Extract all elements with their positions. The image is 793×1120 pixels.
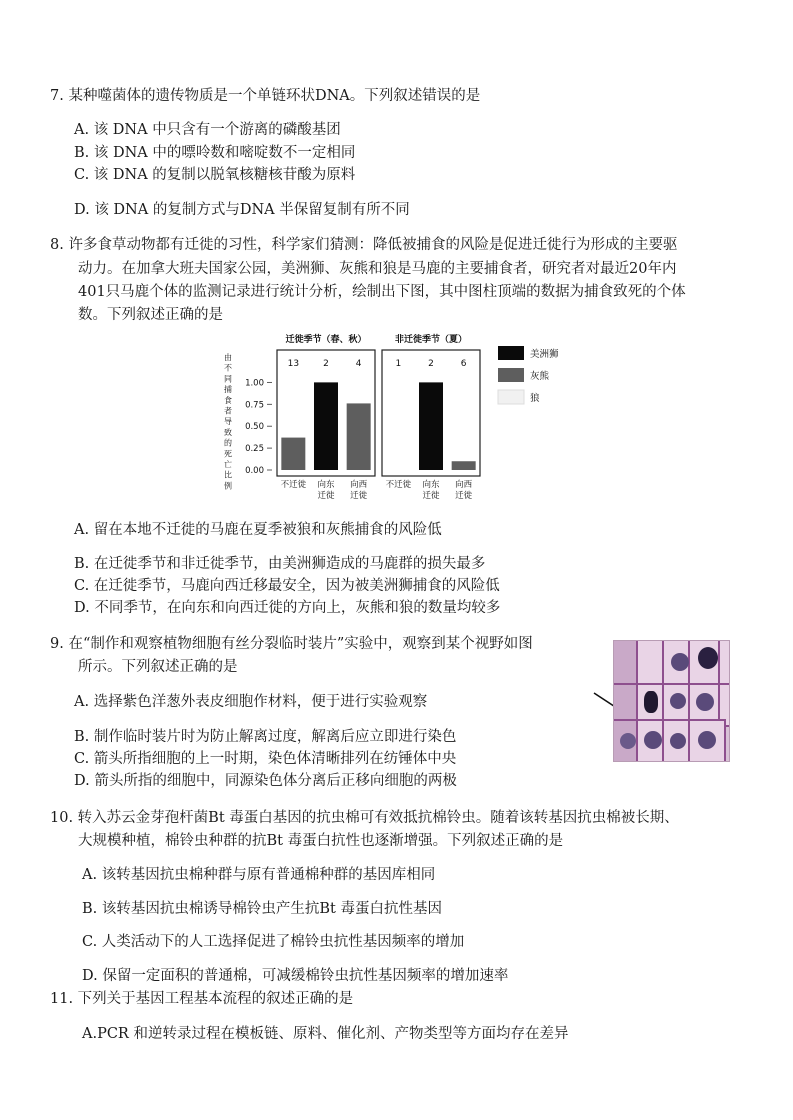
question-10-stem-line: 大规模种植，棉铃虫种群的抗Bt 毒蛋白抗性也逐渐增强。下列叙述正确的是 <box>78 833 564 849</box>
legend-swatch <box>498 368 524 382</box>
question-9-stem-line: 所示。下列叙述正确的是 <box>78 659 238 675</box>
x-tick-label: 迁徙 <box>317 491 335 501</box>
question-11-stem: 11. 下列关于基因工程基本流程的叙述正确的是 <box>50 991 354 1007</box>
y-axis-label-char: 者 <box>224 406 232 416</box>
y-tick-label: 0.50 <box>245 422 264 433</box>
x-tick-label: 向西 <box>350 480 368 490</box>
question-10-option-a: A. 该转基因抗虫棉种群与原有普通棉种群的基因库相同 <box>82 867 436 883</box>
y-tick-label: 0.25 <box>245 444 264 455</box>
count-label: 6 <box>460 359 467 369</box>
question-9-option-b: B. 制作临时装片时为防止解离过度，解离后应立即进行染色 <box>74 729 457 745</box>
question-7-option-c: C. 该 DNA 的复制以脱氧核糖核苷酸为原料 <box>74 167 356 183</box>
y-axis-label-char: 亡 <box>224 460 232 469</box>
question-7-stem: 7. 某种噬菌体的遗传物质是一个单链环状DNA。下列叙述错误的是 <box>50 88 481 104</box>
x-tick-label: 不迁徙 <box>280 480 307 490</box>
question-8-stem-line: 401只马鹿个体的监测记录进行统计分析，绘制出下图，其中图柱顶端的数据为捕食致死的个体 <box>78 284 686 300</box>
legend-label: 美洲狮 <box>530 349 559 360</box>
mitosis-micrograph <box>613 640 730 762</box>
question-8-option-d: D. 不同季节，在向东和向西迁徙的方向上，灰熊和狼的数量均较多 <box>74 600 501 616</box>
x-tick-label: 向东 <box>317 480 335 490</box>
bar <box>314 382 338 470</box>
y-axis-label-char: 例 <box>224 481 232 491</box>
question-7-option-d: D. 该 DNA 的复制方式与DNA 半保留复制有所不同 <box>74 202 410 218</box>
bar <box>347 403 371 470</box>
x-tick-label: 迁徙 <box>455 491 473 501</box>
y-axis-label-char: 由 <box>224 353 232 362</box>
y-axis-label-char: 食 <box>224 395 232 405</box>
y-axis-label-char: 导 <box>224 417 232 427</box>
y-tick-label: 0.75 <box>245 400 264 411</box>
question-10-option-b: B. 该转基因抗虫棉诱导棉铃虫产生抗Bt 毒蛋白抗性基因 <box>82 901 442 917</box>
legend-swatch <box>498 346 524 360</box>
panel-title: 非迁徙季节（夏） <box>394 335 468 345</box>
question-8-option-c: C. 在迁徙季节，马鹿向西迁移最安全，因为被美洲狮捕食的风险低 <box>74 578 500 594</box>
y-axis-label-char: 的 <box>224 438 232 448</box>
question-10-option-d: D. 保留一定面积的普通棉，可减缓棉铃虫抗性基因频率的增加速率 <box>82 968 509 984</box>
x-tick-label: 向西 <box>455 480 473 490</box>
y-axis-label-char: 捕 <box>224 385 232 395</box>
question-7-option-a: A. 该 DNA 中只含有一个游离的磷酸基团 <box>74 122 341 138</box>
x-tick-label: 不迁徙 <box>385 480 412 490</box>
question-9-option-c: C. 箭头所指细胞的上一时期，染色体清晰排列在纺锤体中央 <box>74 751 457 767</box>
count-label: 2 <box>323 359 329 369</box>
y-tick-label: 1.00 <box>245 378 264 389</box>
question-9-option-d: D. 箭头所指的细胞中，同源染色体分离后正移向细胞的两极 <box>74 773 457 789</box>
question-8-stem-line: 动力。在加拿大班夫国家公园，美洲狮、灰熊和狼是马鹿的主要捕食者，研究者对最近20年内 <box>78 261 677 277</box>
question-8-stem-line: 8. 许多食草动物都有迁徙的习性，科学家们猜测：降低被捕食的风险是促进迁徙行为形成的主要驱 <box>50 237 678 253</box>
y-axis-label-char: 不 <box>224 363 232 373</box>
legend-label: 狼 <box>530 393 540 404</box>
y-axis-label-char: 比 <box>224 470 232 480</box>
y-axis-label-char: 同 <box>224 374 232 384</box>
question-10-option-c: C. 人类活动下的人工选择促进了棉铃虫抗性基因频率的增加 <box>82 934 465 950</box>
count-label: 4 <box>355 359 362 369</box>
legend-swatch <box>498 390 524 404</box>
x-tick-label: 迁徙 <box>350 491 368 501</box>
count-label: 2 <box>428 359 434 369</box>
question-9-option-a: A. 选择紫色洋葱外表皮细胞作材料，便于进行实验观察 <box>74 694 428 710</box>
y-axis-label-char: 死 <box>224 449 232 459</box>
bar <box>419 382 443 470</box>
question-10-stem-line: 10. 转入苏云金芽孢杆菌Bt 毒蛋白基因的抗虫棉可有效抵抗棉铃虫。随着该转基因抗虫棉被长期、 <box>50 810 679 826</box>
x-tick-label: 迁徙 <box>422 491 440 501</box>
question-7-option-b: B. 该 DNA 中的嘌呤数和嘧啶数不一定相同 <box>74 145 356 161</box>
question-9-stem-line: 9. 在“制作和观察植物细胞有丝分裂临时装片”实验中，观察到某个视野如图 <box>50 636 533 652</box>
question-8-stem-line: 数。下列叙述正确的是 <box>78 307 223 323</box>
question-8-option-b: B. 在迁徙季节和非迁徙季节，由美洲狮造成的马鹿群的损失最多 <box>74 556 486 572</box>
predation-bar-chart <box>222 330 592 510</box>
panel-title: 迁徙季节（春、秋） <box>285 335 367 345</box>
count-label: 13 <box>287 359 300 369</box>
question-8-option-a: A. 留在本地不迁徙的马鹿在夏季被狼和灰熊捕食的风险低 <box>74 522 442 538</box>
bar <box>281 438 305 470</box>
y-tick-label: 0.00 <box>245 466 264 476</box>
x-tick-label: 向东 <box>422 480 440 490</box>
y-axis-label-char: 致 <box>224 427 232 437</box>
count-label: 1 <box>395 359 402 369</box>
legend-label: 灰熊 <box>530 371 550 382</box>
bar <box>452 461 476 470</box>
question-11-option-a: A.PCR 和逆转录过程在模板链、原料、催化剂、产物类型等方面均存在差异 <box>82 1026 569 1042</box>
